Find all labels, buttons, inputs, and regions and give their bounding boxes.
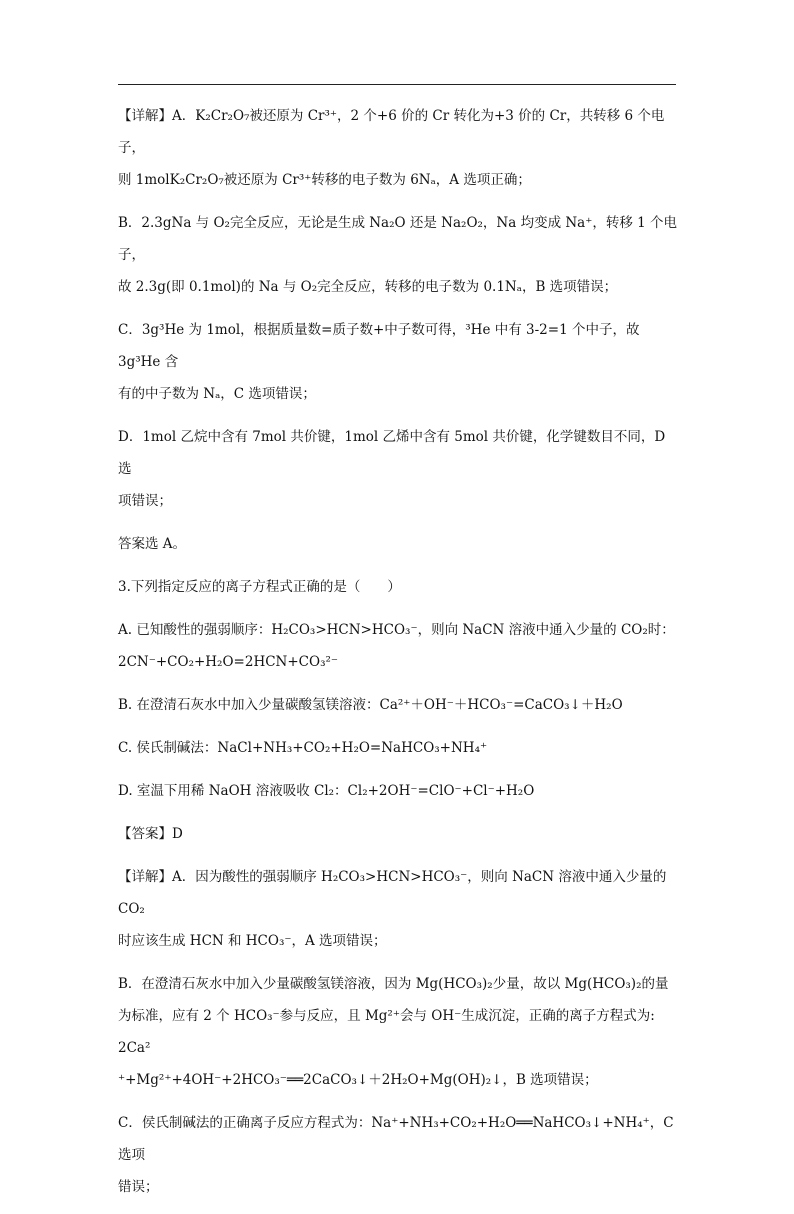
explanation-option-b: [118, 207, 678, 303]
question-option-c: C. 侯氏制碱法：NaCl+NH₃+CO₂+H₂O=NaHCO₃+NH₄⁺: [118, 740, 488, 756]
text-line: 【详解】A．K₂Cr₂O₇被还原为 Cr³⁺，2 个+6 价的 Cr 转化为+3 价的 Cr，共转移 6 个电子，: [118, 108, 665, 156]
question-option-d: D. 室温下用稀 NaOH 溶液吸收 Cl₂：Cl₂+2OH⁻=ClO⁻+Cl⁻+H₂O: [118, 783, 535, 799]
q3-explanation-option-a: [118, 861, 678, 957]
q3-explanation-option-c: [118, 1107, 678, 1203]
header-rule: [118, 84, 676, 85]
text-line: 项错误；: [118, 493, 172, 509]
text-line: 故 2.3g(即 0.1mol)的 Na 与 O₂完全反应，转移的电子数为 0.1Nₐ，B 选项错误；: [118, 279, 618, 295]
text-line: A. 已知酸性的强弱顺序：H₂CO₃>HCN>HCO₃⁻，则向 NaCN 溶液中通入少量的 CO₂时：: [118, 622, 675, 638]
explanation-option-a: [118, 100, 678, 196]
explanation-option-c: [118, 314, 678, 410]
q3-explanation-option-b: [118, 968, 678, 1096]
text-line: 有的中子数为 Nₐ，C 选项错误；: [118, 386, 316, 402]
question-option-b: B. 在澄清石灰水中加入少量碳酸氢镁溶液：Ca²⁺＋OH⁻＋HCO₃⁻=CaCO₃↓＋H₂O: [118, 697, 623, 713]
text-line: ⁺+Mg²⁺+4OH⁻+2HCO₃⁻══2CaCO₃↓＋2H₂O+Mg(OH)₂↓，B 选项错误；: [118, 1072, 598, 1088]
text-line: B．在澄清石灰水中加入少量碳酸氢镁溶液，因为 Mg(HCO₃)₂少量，故以 Mg(HCO₃)₂的量: [118, 976, 669, 992]
text-line: C．侯氏制碱法的正确离子反应方程式为：Na⁺+NH₃+CO₂+H₂O══NaHCO₃↓+NH₄⁺，C 选项: [118, 1115, 674, 1163]
answer-label: 【答案】D: [118, 826, 183, 842]
text-line: 【详解】A．因为酸性的强弱顺序 H₂CO₃>HCN>HCO₃⁻，则向 NaCN 溶液中通入少量的 CO₂: [118, 869, 667, 917]
explanation-option-d: [118, 421, 678, 517]
text-line: D．1mol 乙烷中含有 7mol 共价键，1mol 乙烯中含有 5mol 共价键，化学键数目不同，D 选: [118, 429, 666, 477]
text-line: 2CN⁻+CO₂+H₂O=2HCN+CO₃²⁻: [118, 654, 339, 670]
text-line: C．3g³He 为 1mol，根据质量数=质子数+中子数可得，³He 中有 3-2=1 个中子，故 3g³He 含: [118, 322, 640, 370]
answer-choice-line: 答案选 A。: [118, 536, 187, 552]
document-body: [118, 100, 678, 1214]
text-line: 时应该生成 HCN 和 HCO₃⁻，A 选项错误；: [118, 933, 387, 949]
text-line: 为标准，应有 2 个 HCO₃⁻参与反应，且 Mg²⁺会与 OH⁻生成沉淀，正确的离子方程式为: 2Ca²: [118, 1008, 655, 1056]
text-line: B．2.3gNa 与 O₂完全反应，无论是生成 Na₂O 还是 Na₂O₂，Na 均变成 Na⁺，转移 1 个电子，: [118, 215, 678, 263]
question-stem: 3.下列指定反应的离子方程式正确的是（ ）: [118, 579, 401, 595]
text-line: 错误；: [118, 1179, 159, 1195]
question-option-a: [118, 614, 678, 678]
text-line: 则 1molK₂Cr₂O₇被还原为 Cr³⁺转移的电子数为 6Nₐ，A 选项正确；: [118, 172, 531, 188]
